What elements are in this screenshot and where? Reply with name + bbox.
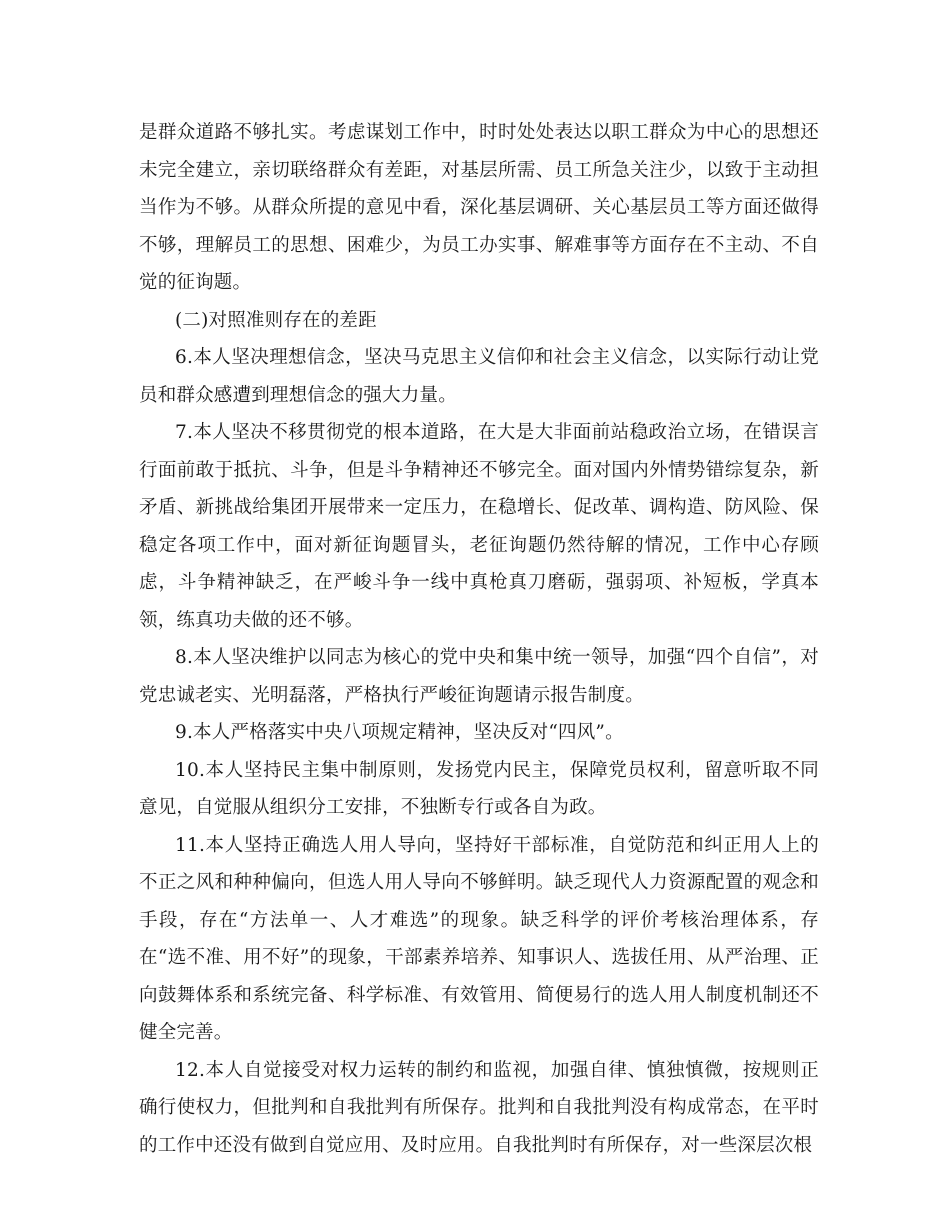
paragraph-item-12: 12.本人自觉接受对权力运转的制约和监视，加强自律、慎独慎微，按规则正确行使权力，但批判和自我批判有所保存。批判和自我批判没有构成常态，在平时的工作中还没有做到自觉应用、及时应用。自我批判时有所保存，对一些深层次根 xyxy=(139,1059,819,1156)
document-body xyxy=(139,114,819,1164)
paragraph-item-7: 7.本人坚决不移贯彻党的根本道路，在大是大非面前站稳政治立场，在错误言行面前敢于抵抗、斗争，但是斗争精神还不够完全。面对国内外情势错综复杂，新矛盾、新挑战给集团开展带来一定压力，在稳增长、促改革、调构造、防风险、保稳定各项工作中，面对新征询题冒头，老征询题仍然待解的情况，工作中心存顾虑，斗争精神缺乏，在严峻斗争一线中真枪真刀磨砺，强弱项、补短板，学真本领，练真功夫做的还不够。 xyxy=(139,422,819,631)
paragraph-item-9: 9.本人严格落实中央八项规定精神，坚决反对“四风”。 xyxy=(175,722,624,743)
paragraph-item-8: 8.本人坚决维护以同志为核心的党中央和集中统一领导，加强“四个自信”，对党忠诚老实、光明磊落，严格执行严峻征询题请示报告制度。 xyxy=(139,647,819,706)
section-heading: (二)对照准则存在的差距 xyxy=(175,309,377,331)
paragraph-item-10: 10.本人坚持民主集中制原则，发扬党内民主，保障党员权利，留意听取不同意见，自觉服从组织分工安排，不独断专行或各自为政。 xyxy=(139,759,819,818)
paragraph-continuation: 是群众道路不够扎实。考虑谋划工作中，时时处处表达以职工群众为中心的思想还未完全建立，亲切联络群众有差距，对基层所需、员工所急关注少，以致于主动担当作为不够。从群众所提的意见中看，深化基层调研、关心基层员工等方面还做得不够，理解员工的思想、困难少，为员工办实事、解难事等方面存在不主动、不自觉的征询题。 xyxy=(139,122,819,293)
paragraph-item-11: 11.本人坚持正确选人用人导向，坚持好干部标准，自觉防范和纠正用人上的不正之风和种种偏向，但选人用人导向不够鲜明。缺乏现代人力资源配置的观念和手段，存在“方法单一、人才难选”的现象。缺乏科学的评价考核治理体系，存在“选不准、用不好”的现象，干部素养培养、知事识人、选拔任用、从严治理、正向鼓舞体系和系统完备、科学标准、有效管用、简便易行的选人用人制度机制还不健全完善。 xyxy=(139,834,819,1043)
paragraph-item-6: 6.本人坚决理想信念，坚决马克思主义信仰和社会主义信念，以实际行动让党员和群众感遭到理想信念的强大力量。 xyxy=(139,347,819,406)
